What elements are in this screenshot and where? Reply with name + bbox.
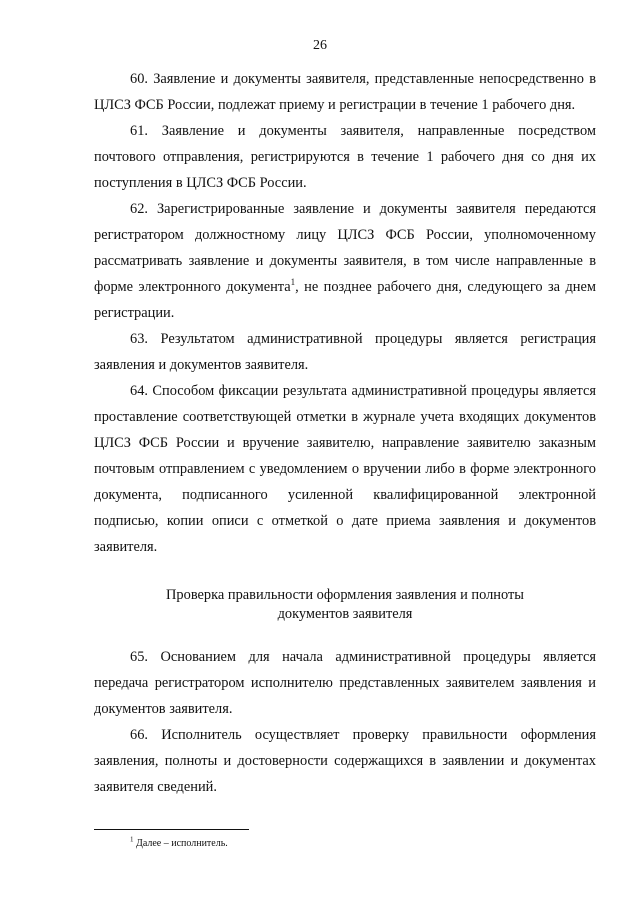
paragraph-64: 64. Способом фиксации результата административной процедуры является проставление соответствующей отметки в журнале учета входящих документов ЦЛСЗ ФСБ России и вручение заявителю, направление заявителю заказным почтовым отправлением с уведомлением о вручении либо в форме электронного документа, подписанного усиленной квалифицированной электронной подписью, копии описи с отметкой о дате приема заявления и документов заявителя.	[94, 383, 596, 555]
paragraph-62	[94, 196, 596, 326]
paragraph-62-text-before: 62. Зарегистрированные заявление и документы заявителя передаются регистратором должностному лицу ЦЛСЗ ФСБ России, уполномоченному рассматривать заявление и документы заявителя, в том числе направленные в форме электронного документа	[94, 201, 596, 295]
footnote-divider	[94, 829, 249, 830]
footnote	[130, 835, 228, 849]
paragraph-62-text-after: , не позднее рабочего дня, следующего за днем регистрации.	[94, 279, 596, 321]
paragraph-65: 65. Основанием для начала административной процедуры является передача регистратором исполнителю представленных заявителем заявления и документов заявителя.	[94, 649, 596, 717]
paragraph-66: 66. Исполнитель осуществляет проверку правильности оформления заявления, полноты и достоверности содержащихся в заявлении и документах заявителя сведений.	[94, 727, 596, 795]
paragraph-60: 60. Заявление и документы заявителя, представленные непосредственно в ЦЛСЗ ФСБ России, подлежат приему и регистрации в течение 1 рабочего дня.	[94, 71, 596, 113]
section-heading-line-1: Проверка правильности оформления заявления и полноты	[166, 587, 524, 603]
paragraph-63: 63. Результатом административной процедуры является регистрация заявления и документов заявителя.	[94, 331, 596, 373]
section-heading-line-2: документов заявителя	[277, 606, 413, 622]
footnote-mark: 1	[130, 835, 134, 844]
footnote-reference: 1	[290, 277, 296, 288]
footnote-text: Далее – исполнитель.	[136, 838, 228, 849]
page-number: 26	[313, 38, 327, 53]
paragraph-61: 61. Заявление и документы заявителя, направленные посредством почтового отправления, регистрируются в течение 1 рабочего дня со дня их поступления в ЦЛСЗ ФСБ России.	[94, 123, 596, 191]
document-body	[94, 66, 596, 800]
section-heading	[94, 586, 596, 624]
